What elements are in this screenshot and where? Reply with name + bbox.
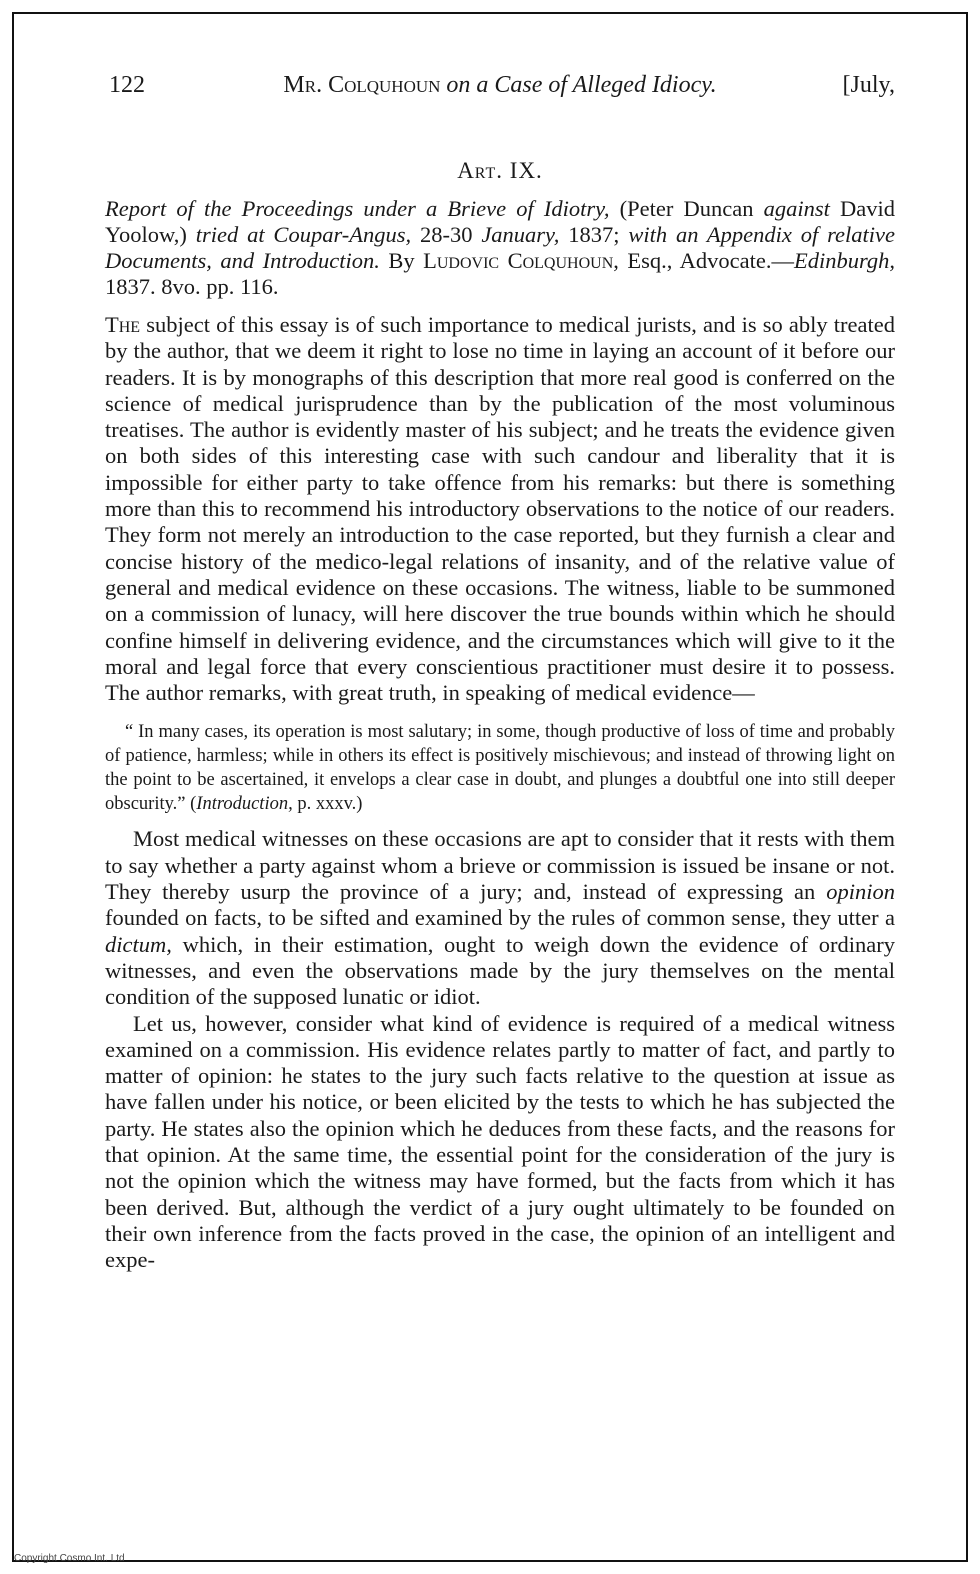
citation-part: 1837; (559, 222, 629, 247)
paragraph-text: subject of this essay is of such importance to medical jurists, and is so ably treated by the author, that we deem it right to lose no time in laying an account of it before our readers. It is by monographs of this description that more real good is conferred on the science of medical jurisprudence than by the publication of the most voluminous treatises. The author is evidently master of his subject; and he treats the evidence given on both sides of this interesting case with such candour and liberality that it is impossible for either party to take offence from his remarks: but there is something more than this to recommend his introductory observations to the notice of our readers. They form not merely an introduction to the case reported, but they furnish a clear and concise history of the medico-legal relations of insanity, and of the relative value of general and medical evidence on these occasions. The witness, liable to be summoned on a commission of lunacy, will here discover the true bounds within which he should confine himself in delivering evidence, and the circumstances which will give to it the moral and legal force that every conscientious practitioner must desire it to possess. The author remarks, with great truth, in speaking of medical evidence— (105, 312, 895, 706)
paragraph-text: founded on facts, to be sifted and examined by the rules of common sense, they utter a (105, 905, 895, 931)
running-title-author: Mr. Colquhoun (283, 72, 441, 98)
citation-part: By (379, 248, 424, 273)
citation-part: 28-30 (411, 222, 482, 247)
citation-part: Esq., Advocate.— (618, 248, 794, 273)
paragraph-3: Let us, however, consider what kind of evidence is required of a medical witness examined on a commission. His evidence relates partly to matter of fact, and partly to matter of opinion: he states to the jury such facts relative to the question at issue as have fallen under his notice, or been elicited by the tests to which he has subjected the party. He states also the opinion which he deduces from these facts, and the reasons for that opinion. At the same time, the essential point for the consideration of the jury is not the opinion which the witness may have formed, but the facts from which it has been derived. But, although the verdict of a jury ought ultimately to be founded on their own inference from the facts proved in the case, the opinion of an intelligent and expe- (105, 1010, 895, 1273)
citation-part: David Yoolow,) (105, 196, 895, 247)
citation-part: with an Appendix of relative Documents, and Introduction. (105, 222, 895, 273)
block-quote (105, 720, 895, 816)
citation-author: Ludovic Colquhoun, (423, 248, 619, 273)
quote-page: p. xxxv.) (292, 794, 363, 815)
running-title-subject: on a Case of Alleged Idiocy. (440, 72, 717, 98)
running-title (105, 72, 895, 99)
running-date: [July, (842, 72, 895, 98)
paragraph-1 (105, 312, 895, 706)
emphasis: dictum, (105, 931, 172, 957)
quote-text: “ In many cases, its operation is most salutary; in some, though productive of loss of time and probably of patience, harmless; while in others its effect is positively mischievous; and instead of throwing light on the point to be ascertained, it envelops a clear case in doubt, and plunges a doubtful one into still deeper obscurity.” ( (105, 722, 895, 815)
copyright-notice: Copyright Cosmo Int. Ltd (14, 1553, 125, 1564)
paragraph-text: Most medical witnesses on these occasions are apt to consider that it rests with them to say whether a party against whom a brieve or commission is issued be insane or not. They thereby usurp the province of a jury; and, instead of expressing an (105, 826, 895, 905)
emphasis: opinion (826, 879, 895, 905)
running-header (105, 60, 895, 100)
page-number: 122 (109, 72, 145, 98)
citation-part: against (763, 196, 830, 221)
article-body (105, 312, 895, 1274)
citation-part: January, (481, 222, 560, 247)
article-citation (105, 196, 895, 300)
citation-part: 1837. 8vo. pp. 116. (105, 274, 279, 299)
quote-reference: Introduction, (196, 794, 293, 815)
document-page (105, 60, 895, 1274)
paragraph-2 (105, 826, 895, 1010)
article-heading: Art. IX. (457, 158, 543, 183)
paragraph-text: which, in their estimation, ought to weigh down the evidence of ordinary witnesses, and even the observations made by the jury themselves on the mental condition of the supposed lunatic or idiot. (105, 931, 895, 1010)
citation-title: Report of the Proceedings under a Brieve of Idiotry, (105, 196, 610, 221)
paragraph-lead: The (105, 312, 141, 337)
citation-part: Edinburgh, (793, 248, 895, 273)
citation-part: (Peter Duncan (609, 196, 764, 221)
citation-part: tried at Coupar-Angus, (195, 222, 412, 247)
